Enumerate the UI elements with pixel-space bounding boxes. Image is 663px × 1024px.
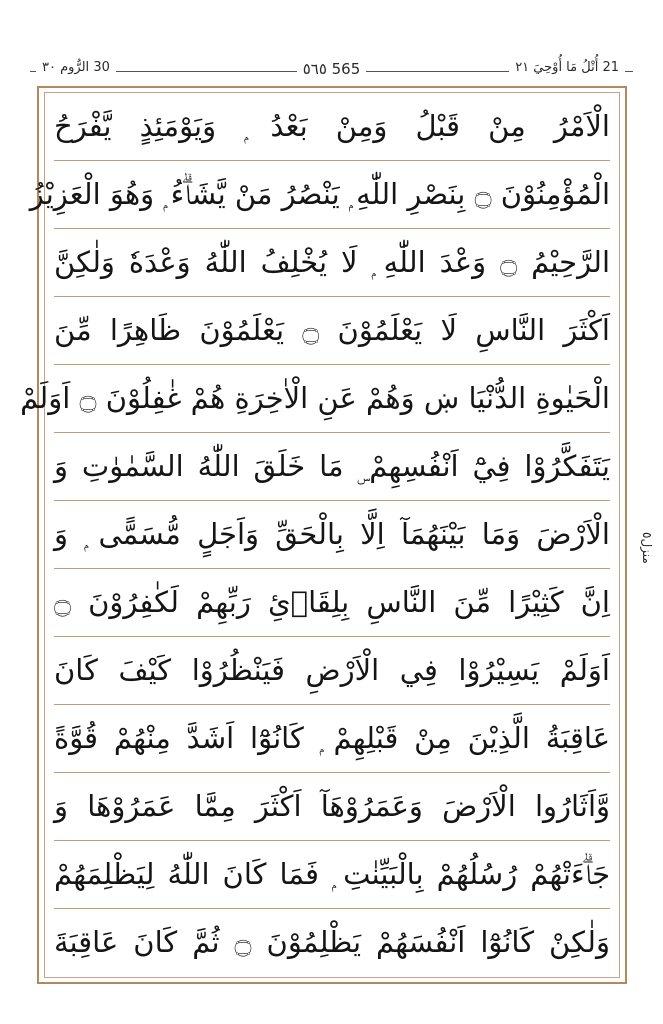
text-line-13: وَلٰكِنْ كَانُوْٓا اَنْفُسَهُمْ يَظْلِمُوْنَ ۝ ثُمَّ كَانَ عَاقِبَةَ [54,925,610,959]
surah-name: 30 الرُّوم ٣٠ [36,60,116,75]
manzil-marker: منزل٥ [640,532,654,564]
text-line-7: الْاَرْضَ وَمَا بَيْنَهُمَآ اِلَّا بِالْحَقِّ وَاَجَلٍ مُّسَمًّى ۭ وَ [54,500,610,569]
page-number: ٥٦٥ 565 [297,60,367,78]
text-line-4: اَكْثَرَ النَّاسِ لَا يَعْلَمُوْنَ ۝ يَعْلَمُوْنَ ظَاهِرًا مِّنَ [54,296,610,365]
text-line-1: الْاَمْرُ مِنْ قَبْلُ وَمِنْ بَعْدُ ۭ وَيَوْمَئِذٍ يَّفْرَحُ [54,92,610,161]
text-line-12: جَاۗءَتْهُمْ رُسُلُهُمْ بِالْبَيِّنٰتِ ۭ فَمَا كَانَ اللّٰهُ لِيَظْلِمَهُمْ [54,840,610,909]
text-line-9: اَوَلَمْ يَسِيْرُوْا فِي الْاَرْضِ فَيَنْظُرُوْا كَيْفَ كَانَ [54,636,610,705]
text-line-6: يَتَفَكَّرُوْا فِيْٓ اَنْفُسِهِمْ ۣ مَا خَلَقَ اللّٰهُ السَّمٰوٰتِ وَ [54,432,610,501]
text-line-10: عَاقِبَةُ الَّذِيْنَ مِنْ قَبْلِهِمْ ۭ كَانُوْٓا اَشَدَّ مِنْهُمْ قُوَّةً [54,704,610,773]
text-line-5: الْحَيٰوةِ الدُّنْيَا ښ وَهُمْ عَنِ الْاٰخِرَةِ هُمْ غٰفِلُوْنَ ۝ اَوَلَمْ [54,364,610,433]
para-name: 21 أُتْلُ مَا أُوْحِيَ ٢١ [509,60,625,75]
quran-text-block [20,92,620,978]
text-line-11: وَّاَثَارُوا الْاَرْضَ وَعَمَرُوْهَآ اَكْثَرَ مِمَّا عَمَرُوْهَا وَ [54,772,610,841]
text-line-2: الْمُؤْمِنُوْنَ ۝ بِنَصْرِ اللّٰهِ ۭ يَنْصُرُ مَنْ يَّشَاۗءُ ۭ وَهُوَ الْعَزِيْزُ [54,160,610,229]
text-line-8: اِنَّ كَثِيْرًا مِّنَ النَّاسِ بِلِقَاۗئِ رَبِّهِمْ لَكٰفِرُوْنَ ۝ [54,568,610,637]
page-header [30,60,633,84]
text-line-3: الرَّحِيْمُ ۝ وَعْدَ اللّٰهِ ۭ لَا يُخْلِفُ اللّٰهُ وَعْدَهٗ وَلٰكِنَّ [54,228,610,297]
